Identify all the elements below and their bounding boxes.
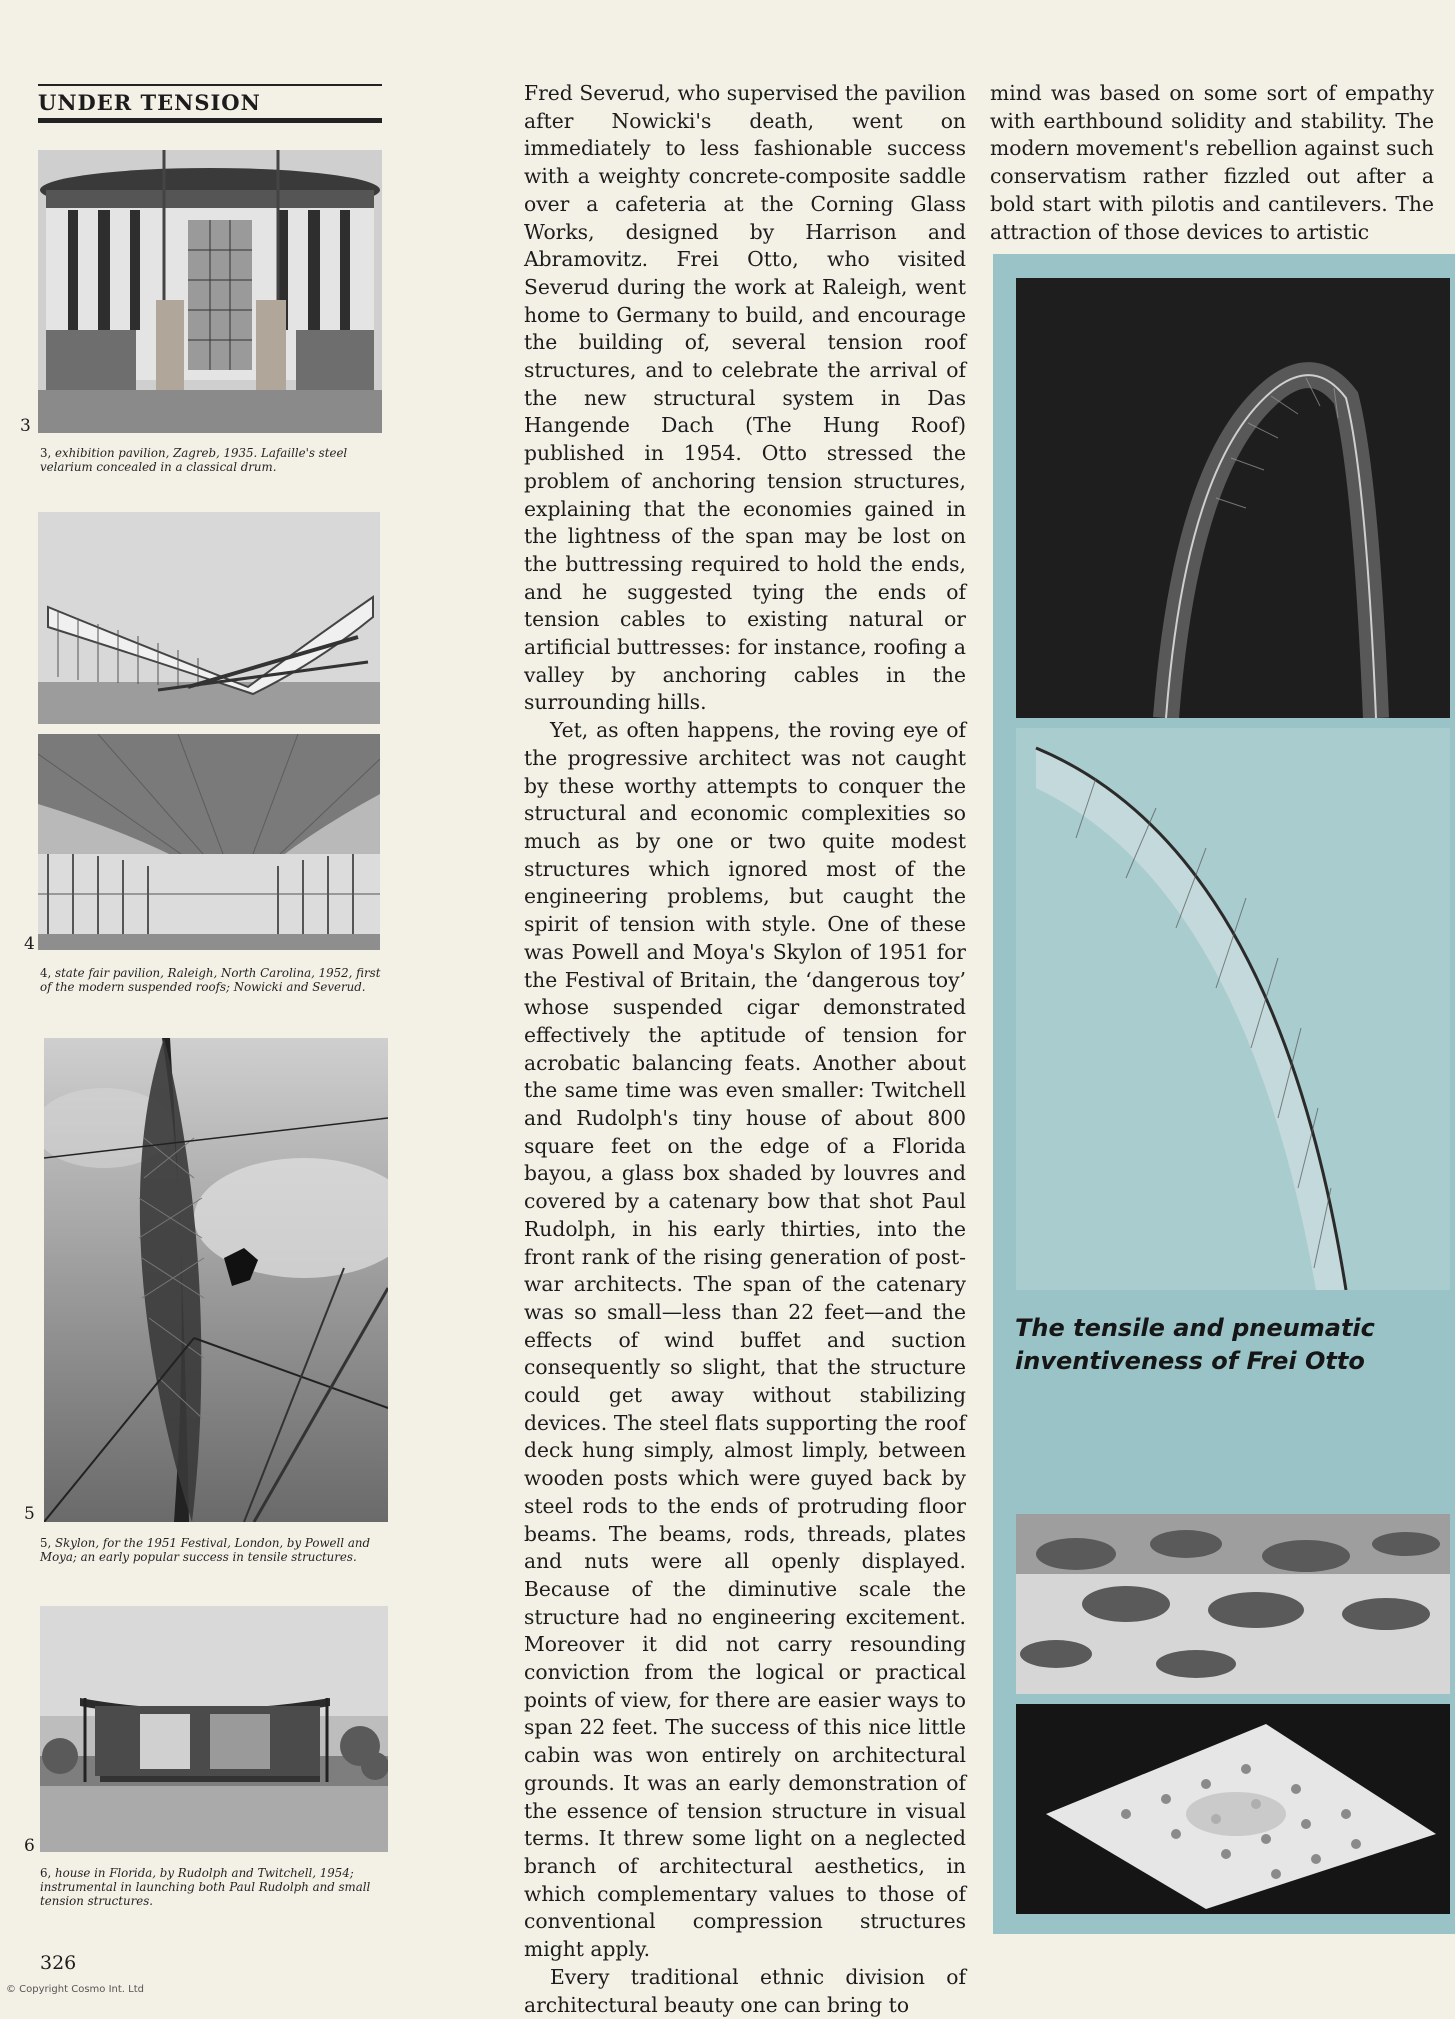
figure-6-photo [40, 1606, 388, 1852]
frei-otto-arch-photo-light [1016, 728, 1450, 1290]
figure-4-caption-lead: 4, [40, 966, 56, 980]
figure-4-photo-interior [38, 734, 380, 950]
article-paragraph: Yet, as often happens, the roving eye of the progressive architect was not caught by these worthy attempts to conquer the structural and economic complexities so much as by one or two quite modest structures which ignored most of the engineering problems, but caught the spirit of tension with style. One of these was Powell and Moya's Skylon of 1951 for the Festival of Britain, the ‘dangerous toy’ whose suspended cigar demonstrated effectively the aptitude of tension for acrobatic balancing feats. Another about the same time was even smaller: Twitchell and Rudolph's tiny house of about 800 square feet on the edge of a Florida bayou, a glass box shaded by louvres and covered by a catenary bow that shot Paul Rudolph, in his early thirties, into the front rank of the rising generation of post-war architects. The span of the catenary was so small—less than 22 feet—and the effects of wind buffet and suction consequently so slight, that the structure could get away without stabilizing devices. The steel flats supporting the roof deck hung simply, almost limply, between wooden posts which were guyed back by steel rods to the ends of protruding floor beams. The beams, rods, threads, plates and nuts were all openly displayed. Because of the diminutive scale the structure had no engineering excitement. Moreover it did not carry resounding conviction from the logical or practical points of view, for there are easier ways to span 22 feet. The success of this nice little cabin was won entirely on architectural grounds. It was an early demonstration of the essence of tension structure in visual terms. It threw some light on a neglected branch of architectural aesthetics, in which complementary values to those of conventional compression structures might apply. [524, 718, 966, 1962]
figure-4-caption-text: state fair pavilion, Raleigh, North Carolina, 1952, first of the modern suspended roofs; Nowicki and Severud. [40, 966, 381, 994]
article-paragraph: Fred Severud, who supervised the pavilion after Nowicki's death, went on immediately to less fashionable success with a weighty concrete-composite saddle over a cafeteria at the Corning Glass Works, designed by Harrison and Abramovitz. Frei Otto, who visited Severud during the work at Raleigh, went home to Germany to build, and encourage the building of, several tension roof structures, and to celebrate the arrival of the new structural system in Das Hangende Dach (The Hung Roof) published in 1954. Otto stressed the problem of anchoring tension structures, explaining that the economies gained in the lightness of the span may be lost on the buttressing required to hold the ends, and he suggested tying the ends of tension cables to existing natural or artificial buttresses: for instance, roofing a valley by anchoring cables in the surrounding hills. [524, 81, 966, 715]
figure-4-photo-exterior [38, 512, 380, 724]
section-title: UNDER TENSION [38, 90, 261, 115]
figure-6-caption [40, 1866, 384, 1908]
figure-5-number: 5 [24, 1504, 35, 1524]
figure-6-caption-text: house in Florida, by Rudolph and Twitchell, 1954; instrumental in launching both Paul Rudolph and small tension structures. [40, 1866, 371, 1908]
frei-otto-pneumatic-photo-2 [1016, 1704, 1450, 1914]
article-column-1 [524, 80, 966, 2019]
figure-6-caption-lead: 6, [40, 1866, 56, 1880]
figure-5-caption-text: Skylon, for the 1951 Festival, London, by Powell and Moya; an early popular success in tensile structures. [40, 1536, 371, 1564]
figure-3-caption [40, 446, 384, 474]
panel-caption: The tensile and pneumatic inventiveness of Frei Otto [1015, 1314, 1375, 1375]
frei-otto-pneumatic-photo-1 [1016, 1514, 1450, 1694]
figure-4-number: 4 [24, 934, 35, 954]
copyright-notice: © Copyright Cosmo Int. Ltd [6, 1984, 144, 1995]
article-column-2 [990, 80, 1434, 246]
figure-6-number: 6 [24, 1836, 35, 1856]
figure-5-caption-lead: 5, [40, 1536, 56, 1550]
page-number: 326 [40, 1952, 77, 1974]
article-paragraph: Every traditional ethnic division of architectural beauty one can bring to [524, 1964, 966, 2017]
figure-3-caption-text: exhibition pavilion, Zagreb, 1935. Lafaille's steel velarium concealed in a classical drum. [40, 446, 348, 474]
figure-5-caption [40, 1536, 384, 1564]
figure-3-photo [38, 150, 382, 433]
figure-5-photo [44, 1038, 388, 1522]
header-rule-top [38, 84, 382, 86]
figure-4-caption [40, 966, 384, 994]
figure-3-number: 3 [20, 416, 31, 436]
frei-otto-arch-photo-dark [1016, 278, 1450, 718]
header-rule-bottom [38, 118, 382, 123]
article-paragraph: mind was based on some sort of empathy with earthbound solidity and stability. The modern movement's rebellion against such conservatism rather fizzled out after a bold start with pilotis and cantilevers. The attraction of those devices to artistic [990, 81, 1434, 244]
figure-3-caption-lead: 3, [40, 446, 56, 460]
